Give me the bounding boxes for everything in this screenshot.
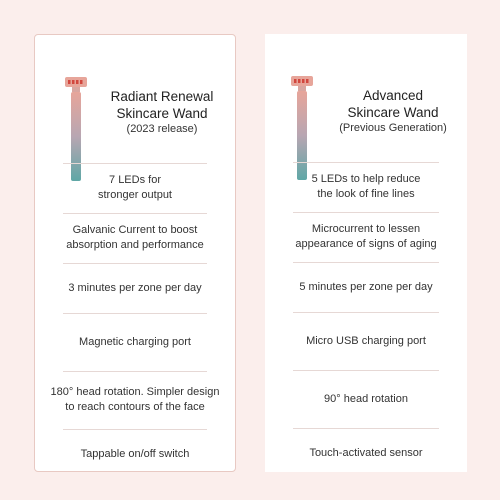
new-product-subtitle: (2023 release) xyxy=(126,123,198,135)
new-product-card xyxy=(34,34,236,472)
feature-row-current xyxy=(35,213,235,263)
feature-row-current xyxy=(265,212,467,262)
feature-text: Touch-activated sensor xyxy=(309,446,423,459)
feature-text: the look of fine lines xyxy=(317,188,415,200)
feature-text: 5 minutes per zone per day xyxy=(299,280,433,293)
feature-text: 180° head rotation. Simpler design xyxy=(50,386,220,398)
feature-text: 90° head rotation xyxy=(324,392,408,405)
previous-product-title-line2: Skincare Wand xyxy=(347,105,439,120)
feature-text: Magnetic charging port xyxy=(79,335,191,348)
feature-row-leds xyxy=(35,163,235,213)
feature-row-time xyxy=(265,262,467,312)
feature-row-switch xyxy=(35,429,235,479)
previous-product-title-line1: Advanced xyxy=(362,88,424,103)
feature-text: 5 LEDs to help reduce xyxy=(311,173,421,185)
feature-row-leds xyxy=(265,162,467,212)
feature-row-sensor xyxy=(265,428,467,478)
new-product-header xyxy=(35,35,235,163)
feature-row-charging xyxy=(35,313,235,371)
new-product-feature-list xyxy=(35,163,235,479)
feature-text: absorption and performance xyxy=(66,239,204,251)
feature-text: Tappable on/off switch xyxy=(80,447,190,460)
feature-row-rotation xyxy=(265,370,467,428)
feature-text: appearance of signs of aging xyxy=(295,238,437,250)
previous-product-header xyxy=(265,34,467,162)
feature-text: to reach contours of the face xyxy=(65,401,205,413)
feature-text: stronger output xyxy=(98,189,172,201)
new-product-title-line1: Radiant Renewal xyxy=(110,89,214,104)
feature-text: Micro USB charging port xyxy=(306,334,426,347)
feature-row-charging xyxy=(265,312,467,370)
new-product-title-line2: Skincare Wand xyxy=(116,106,208,121)
feature-text: Microcurrent to lessen xyxy=(311,223,421,235)
previous-product-feature-list xyxy=(265,162,467,478)
previous-product-card xyxy=(265,34,467,472)
feature-row-rotation xyxy=(35,371,235,429)
previous-product-subtitle: (Previous Generation) xyxy=(339,122,447,134)
feature-text: Galvanic Current to boost xyxy=(72,224,198,236)
feature-text: 7 LEDs for xyxy=(109,174,161,186)
feature-text: 3 minutes per zone per day xyxy=(68,281,202,294)
new-product-title xyxy=(95,88,229,137)
feature-row-time xyxy=(35,263,235,313)
previous-product-title xyxy=(325,87,461,136)
